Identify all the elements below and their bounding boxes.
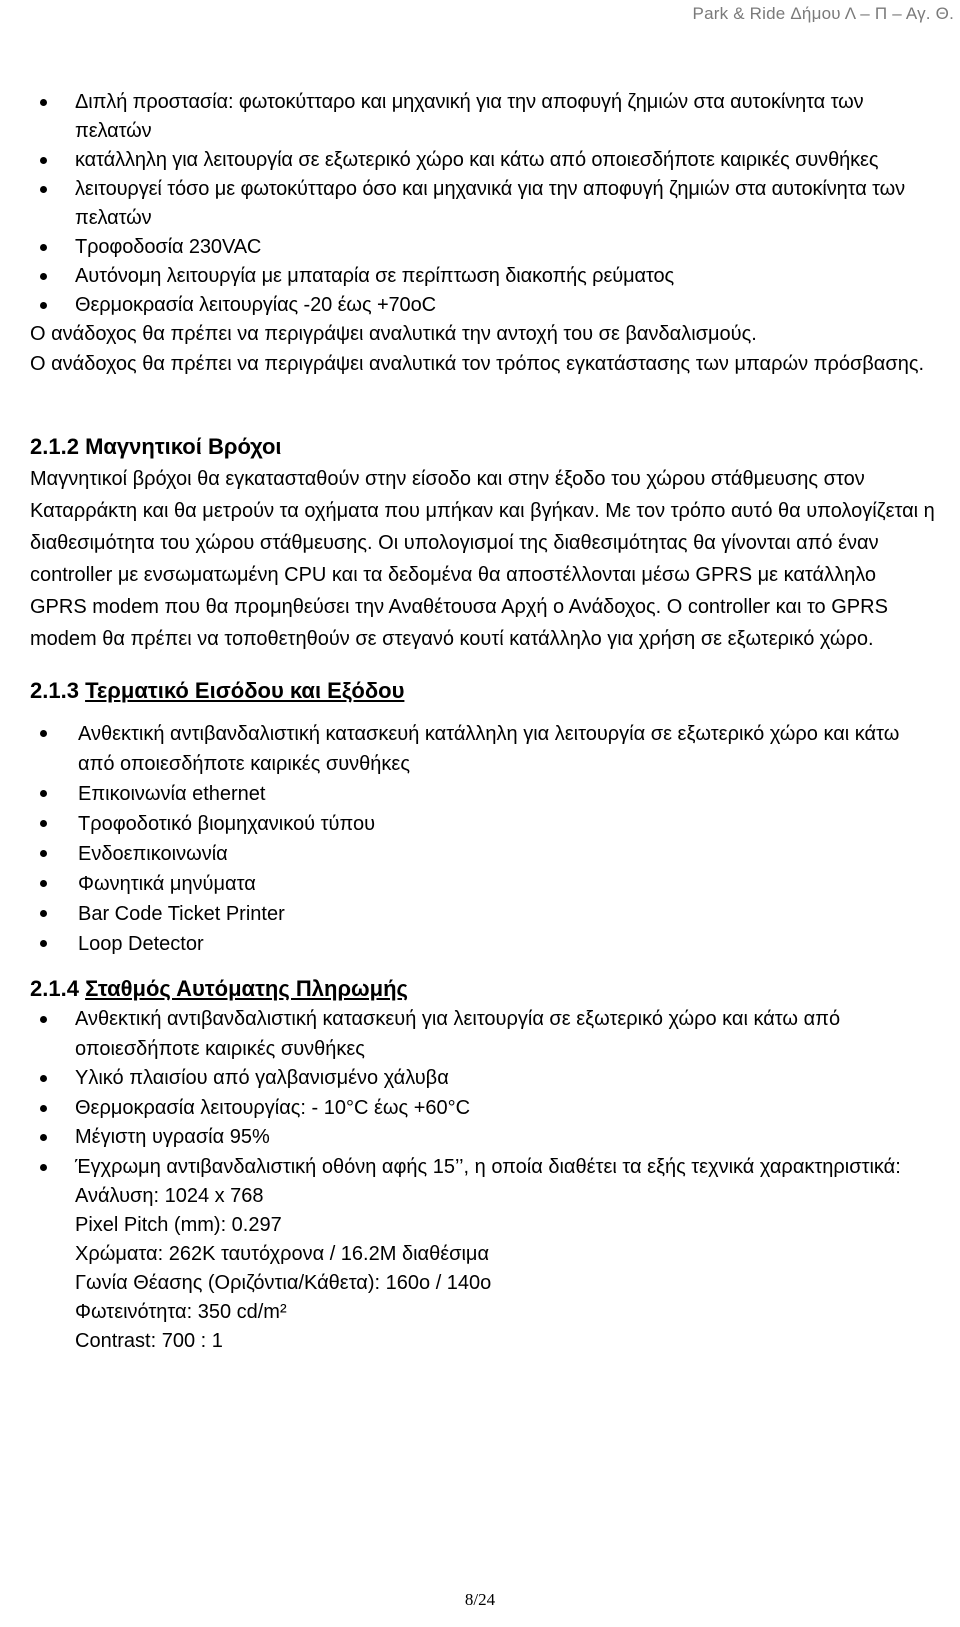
list-item: Μέγιστη υγρασία 95%: [30, 1123, 935, 1153]
list-item: Έγχρωμη αντιβανδαλιστική οθόνη αφής 15’’, η οποία διαθέτει τα εξής τεχνικά χαρακτηριστικά:: [30, 1153, 935, 1183]
list-item: Ανθεκτική αντιβανδαλιστική κατασκευή κατάλληλη για λειτουργία σε εξωτερικό χώρο και κάτω από οποιεσδήποτε καιρικές συνθήκες: [30, 719, 935, 779]
section-214: [30, 973, 935, 1356]
terminal-bullet-list: [30, 719, 935, 959]
section-title: Τερματικό Εισόδου και Εξόδου: [85, 678, 405, 703]
list-item: Bar Code Ticket Printer: [30, 899, 935, 929]
document-body: [30, 88, 935, 1356]
section-213: [30, 675, 935, 959]
intro-bullet-list: [30, 88, 935, 320]
section-number: 2.1.4: [30, 976, 79, 1001]
list-item: λειτουργεί τόσο με φωτοκύτταρο όσο και μηχανικά για την αποφυγή ζημιών στα αυτοκίνητα των πελατών: [30, 175, 935, 233]
section-heading-214: [30, 973, 935, 1005]
paragraph-installation: Ο ανάδοχος θα πρέπει να περιγράψει αναλυτικά τον τρόπος εγκατάστασης των μπαρών πρόσβασης.: [30, 352, 925, 375]
screen-specs: [30, 1182, 935, 1356]
list-item: κατάλληλη για λειτουργία σε εξωτερικό χώρο και κάτω από οποιεσδήποτε καιρικές συνθήκες: [30, 146, 935, 175]
spec-line: Γωνία Θέασης (Οριζόντια/Κάθετα): 160ο / 140ο: [75, 1272, 492, 1294]
list-item: Διπλή προστασία: φωτοκύτταρο και μηχανική για την αποφυγή ζημιών στα αυτοκίνητα των πελατών: [30, 88, 935, 146]
list-item: Αυτόνομη λειτουργία με μπαταρία σε περίπτωση διακοπής ρεύματος: [30, 262, 935, 291]
page-number: 8/24: [464, 1590, 496, 1609]
section-title: Μαγνητικοί Βρόχοι: [85, 434, 282, 459]
section-heading-213: [30, 675, 935, 707]
paragraph-vandalism: Ο ανάδοχος θα πρέπει να περιγράψει αναλυτικά την αντοχή του σε βανδαλισμούς.: [30, 323, 757, 345]
section-title: Σταθμός Αυτόματης Πληρωμής: [85, 976, 408, 1001]
list-item: Θερμοκρασία λειτουργίας: - 10°C έως +60°C: [30, 1094, 935, 1124]
list-item: Ανθεκτική αντιβανδαλιστική κατασκευή για λειτουργία σε εξωτερικό χώρο και κάτω από οποιεσδήποτε καιρικές συνθήκες: [30, 1005, 935, 1064]
section-body-212: Μαγνητικοί βρόχοι θα εγκατασταθούν στην είσοδο και στην έξοδο του χώρου στάθμευσης στον Καταρράκτη και θα μετρούν τα οχήματα που μπήκαν και βγήκαν. Με τον τρόπο αυτό θα υπολογίζεται η διαθεσιμότητα του χώρου στάθμευσης. Οι υπολογισμοί της διαθεσιμότητας θα γίνονται από έναν controller με ενσωματωμένη CPU και τα δεδομένα θα αποστέλλονται μέσω GPRS με κατάλληλο GPRS modem που θα προμηθεύσει την Αναθέτουσα Αρχή ο Ανάδοχος. Ο controller και το GPRS modem θα πρέπει να τοποθετηθούν σε στεγανό κουτί κατάλληλο για χρήση σε εξωτερικό χώρο.: [30, 468, 935, 650]
list-item: Φωνητικά μηνύματα: [30, 869, 935, 899]
list-item: Τροφοδοσία 230VAC: [30, 233, 935, 262]
section-number: 2.1.3: [30, 678, 79, 703]
spec-line: Χρώματα: 262K ταυτόχρονα / 16.2M διαθέσιμα: [75, 1243, 490, 1265]
list-item: Ενδοεπικοινωνία: [30, 839, 935, 869]
spec-line: Φωτεινότητα: 350 cd/m²: [75, 1301, 287, 1323]
spec-line: Pixel Pitch (mm): 0.297: [75, 1214, 282, 1236]
list-item: Θερμοκρασία λειτουργίας -20 έως +70οC: [30, 291, 935, 320]
list-item: Υλικό πλαισίου από γαλβανισμένο χάλυβα: [30, 1064, 935, 1094]
list-item: Επικοινωνία ethernet: [30, 779, 935, 809]
spec-line: Contrast: 700 : 1: [75, 1330, 223, 1352]
list-item: Τροφοδοτικό βιομηχανικού τύπου: [30, 809, 935, 839]
list-item: Loop Detector: [30, 929, 935, 959]
section-heading-212: [30, 431, 935, 463]
page-header: Park & Ride Δήμου Λ – Π – Αγ. Θ.: [692, 4, 954, 23]
spec-line: Ανάλυση: 1024 x 768: [75, 1185, 264, 1207]
payment-bullet-list: [30, 1005, 935, 1182]
section-number: 2.1.2: [30, 434, 79, 459]
